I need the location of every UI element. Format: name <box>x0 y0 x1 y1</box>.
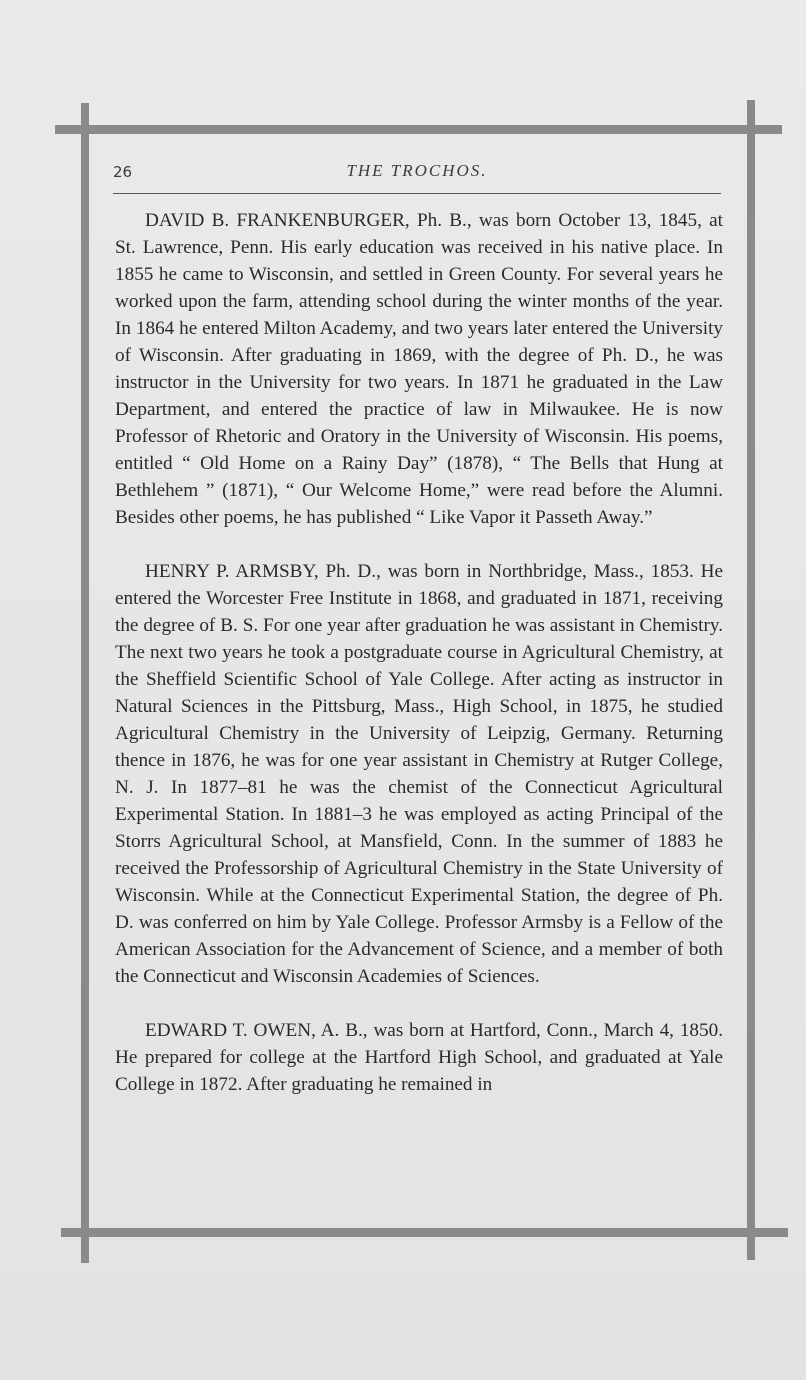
border-rule-left <box>81 103 89 1263</box>
header-divider <box>113 193 721 194</box>
page-number: 26 <box>113 163 133 181</box>
paragraph-frankenburger: DAVID B. FRANKENBURGER, Ph. B., was born October 13, 1845, at St. Lawrence, Penn. His early education was received in his native place. In 1855 he came to Wisconsin, and settled in Green County. For several years he worked upon the farm, attending school during the winter months of the year. In 1864 he entered Milton Academy, and two years later entered the University of Wisconsin. After graduating in 1869, with the degree of Ph. D., he was instructor in the University for two years. In 1871 he graduated in the Law Department, and entered the practice of law in Milwaukee. He is now Professor of Rhetoric and Oratory in the University of Wisconsin. His poems, entitled “ Old Home on a Rainy Day” (1878), “ The Bells that Hung at Bethlehem ” (1871), “ Our Welcome Home,” were read before the Alumni. Besides other poems, he has published “ Like Vapor it Passeth Away.” <box>115 210 723 528</box>
body-text <box>115 207 723 1098</box>
border-rule-right <box>747 100 755 1260</box>
running-head <box>113 160 721 186</box>
running-title: THE TROCHOS. <box>346 161 488 180</box>
paragraph-owen: EDWARD T. OWEN, A. B., was born at Hartford, Conn., March 4, 1850. He prepared for college at the Hartford High School, and graduated at Yale College in 1872. After graduating he remained in <box>115 1020 723 1095</box>
border-rule-bottom <box>61 1228 788 1237</box>
border-rule-top <box>55 125 782 134</box>
paragraph-armsby: HENRY P. ARMSBY, Ph. D., was born in Northbridge, Mass., 1853. He entered the Worcester Free Institute in 1868, and graduated in 1871, receiving the degree of B. S. For one year after graduation he was assistant in Chemistry. The next two years he took a postgraduate course in Agricultural Chemistry, at the Sheffield Scientific School of Yale College. After acting as instructor in Natural Sciences in the Pittsburg, Mass., High School, in 1875, he studied Agricultural Chemistry in the University of Leipzig, Germany. Returning thence in 1876, he was for one year assistant in Chemistry at Rutger College, N. J. In 1877–81 he was the chemist of the Connecticut Agricultural Experimental Station. In 1881–3 he was employed as acting Principal of the Storrs Agricultural School, at Mansfield, Conn. In the summer of 1883 he received the Professorship of Agricultural Chemistry in the State University of Wisconsin. While at the Connecticut Experimental Station, the degree of Ph. D. was conferred on him by Yale College. Professor Armsby is a Fellow of the American Association for the Advancement of Science, and a member of both the Connecticut and Wisconsin Academies of Sciences. <box>115 561 723 987</box>
